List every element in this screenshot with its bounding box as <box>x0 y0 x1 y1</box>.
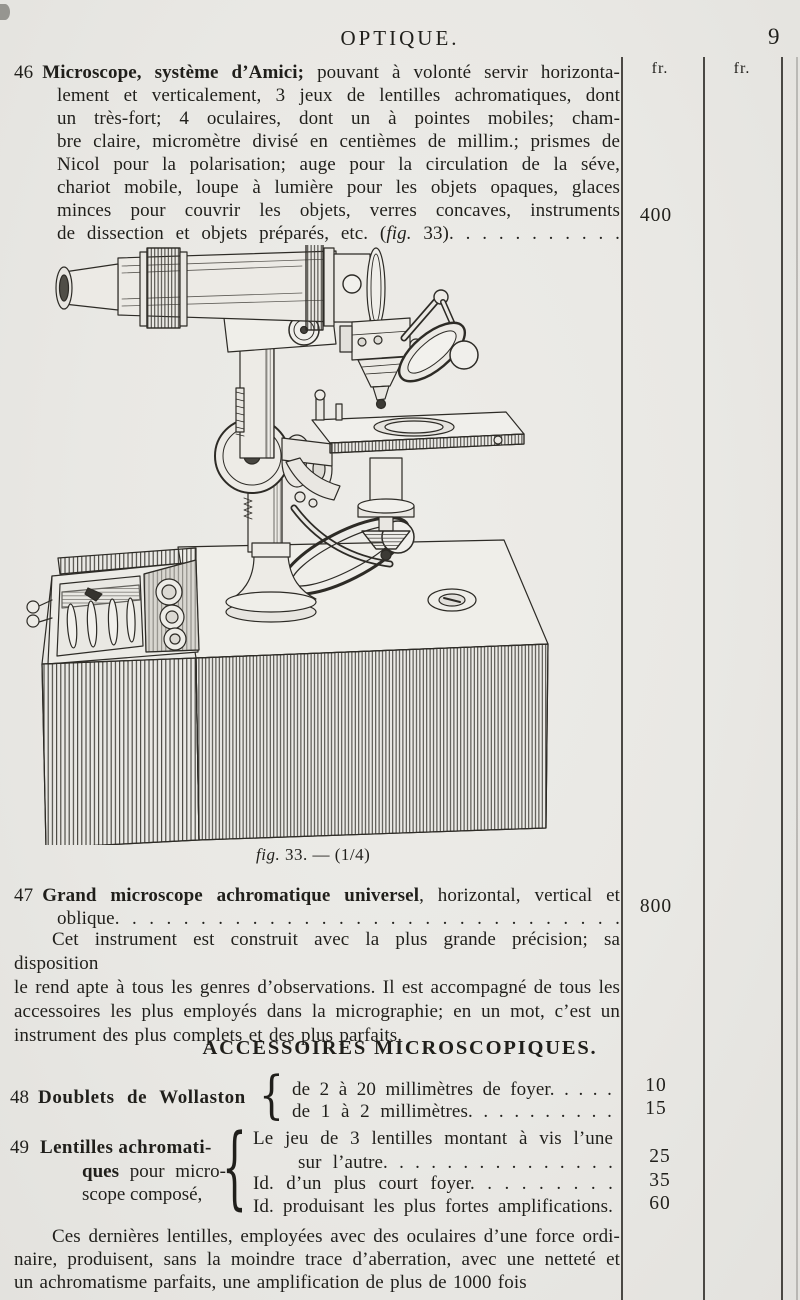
item-46-line: 46 Microscope, système d’Amici; pouvant à volonté servir horizonta- <box>14 62 620 83</box>
item-47-line: oblique. . . . . . . . . . . . . . . . . . . . . . . . . . . . . . <box>57 908 620 929</box>
item-49-option: Id. produisant les plus fortes amplifications. <box>253 1196 613 1217</box>
item-49-title-line2: ques pour micro- <box>82 1161 226 1182</box>
item-49-title-line3: scope composé, <box>82 1184 203 1205</box>
section-heading: ACCESSOIRES MICROSCOPIQUES. <box>202 1037 598 1059</box>
figure-33-engraving <box>20 245 610 845</box>
item-49-option: sur l’autre. . . . . . . . . . . . . . . <box>298 1152 613 1173</box>
figure-caption: fig. 33. — (1/4) <box>256 845 371 864</box>
item-46-price: 400 <box>639 205 673 226</box>
item-49-option: Le jeu de 3 lentilles montant à vis l’une <box>253 1128 613 1149</box>
item-46-number: 46 <box>14 62 34 83</box>
page-number: 9 <box>768 24 780 49</box>
item-49-price-1: 25 <box>649 1146 671 1167</box>
item-49-title-line1: Lentilles achromati- <box>40 1137 212 1158</box>
column-rule-1 <box>621 57 623 1300</box>
item-48-title: Doublets de Wollaston <box>38 1087 246 1108</box>
item-48-brace: { <box>259 1064 284 1125</box>
item-47-entry <box>14 884 620 930</box>
case-clasp <box>27 601 39 613</box>
item-46-line: un très-fort; 4 oculaires, dont un à pointes mobiles; cham- <box>57 108 620 129</box>
item-47-note: Cet instrument est construit avec la plus grande précision; sa disposition le rend apte à tous les genres d’observations. Il est accompagné de tous les accessoires les plus employés dans la micrographie; en un mot, c’est un instrument des plus complets et des plus parfaits. <box>14 929 620 1046</box>
item-47-title: Grand microscope achromatique universel <box>42 885 420 906</box>
item-49-option: Id. d’un plus court foyer. . . . . . . . . <box>253 1173 613 1194</box>
item-48-price-2: 15 <box>645 1098 667 1119</box>
item-46-line: bre claire, micromètre divisé en centièmes de millim.; prismes de <box>57 131 620 152</box>
item-47-line: 47 Grand microscope achromatique universel, horizontal, vertical et <box>14 885 620 906</box>
item-46-line: minces pour couvrir les objets, verres concaves, instruments <box>57 200 620 221</box>
item-47-number: 47 <box>14 885 34 906</box>
item-48-number: 48 <box>10 1087 29 1108</box>
footer-note: Ces dernières lentilles, employées avec des oculaires d’une force ordi- naire, produisent, sans la moindre trace d’aberration, avec une netteté et un achromatisme parfaits, une amplification de plus de 1000 fois <box>14 1226 620 1293</box>
item-49-brace: { <box>222 1114 247 1220</box>
item-46-title: Microscope, système d’Amici; <box>42 62 305 83</box>
scan-smudge <box>0 4 10 20</box>
column-rule-3 <box>781 57 783 1300</box>
page-title: OPTIQUE. <box>340 26 460 50</box>
item-49-price-3: 60 <box>649 1193 671 1214</box>
item-49-number: 49 <box>10 1137 29 1158</box>
item-49-price-2: 35 <box>649 1170 671 1191</box>
column-rule-2 <box>703 57 705 1300</box>
item-48-option: de 1 à 2 millimètres. . . . . . . . . . <box>292 1101 612 1122</box>
item-48-price-1: 10 <box>645 1075 667 1096</box>
item-47-price: 800 <box>639 896 673 917</box>
item-46-entry <box>14 61 620 245</box>
currency-header-left: fr. <box>651 60 669 77</box>
item-46-line: Nicol pour la polarisation; auge pour la circulation de la séve, <box>57 154 620 175</box>
item-46-line: lement et verticalement, 3 jeux de lentilles achromatiques, dont <box>57 85 620 106</box>
item-46-line: chariot mobile, loupe à lumière pour les objets opaques, glaces <box>57 177 620 198</box>
item-48-option: de 2 à 20 millimètres de foyer. . . . . <box>292 1079 612 1100</box>
page-edge-line <box>796 57 798 1300</box>
currency-header-right: fr. <box>733 60 751 77</box>
item-46-line: de dissection et objets préparés, etc. (fig. 33). . . . . . . . . . . <box>57 223 621 244</box>
